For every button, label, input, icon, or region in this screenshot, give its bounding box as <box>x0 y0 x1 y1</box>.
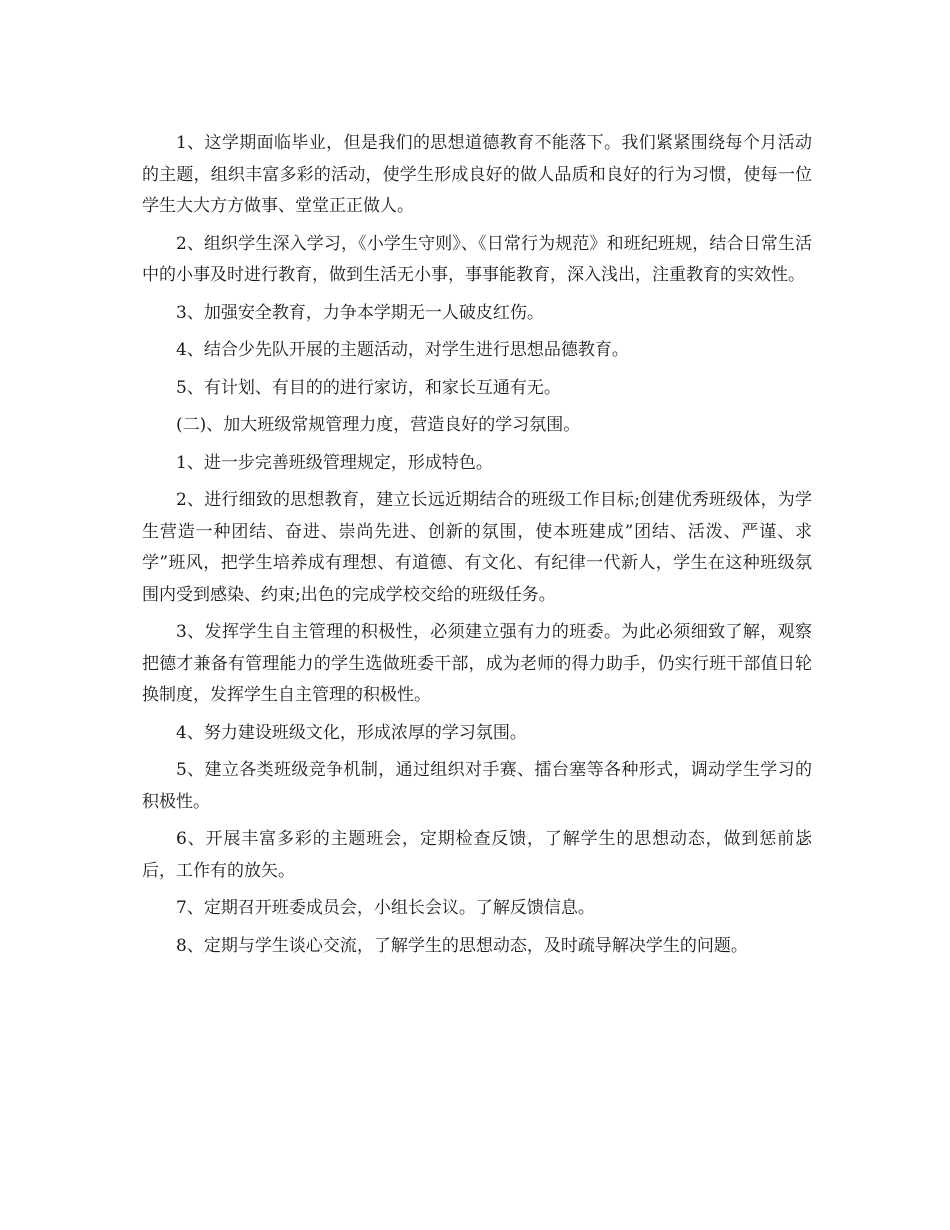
paragraph-1: 1、这学期面临毕业，但是我们的思想道德教育不能落下。我们紧紧围绕每个月活动的主题，组织丰富多彩的活动，使学生形成良好的做人品质和良好的行为习惯，使每一位学生大大方方做事、堂堂正正做人。 <box>142 133 812 216</box>
paragraph-11: 5、建立各类班级竞争机制，通过组织对手赛、擂台塞等各种形式，调动学生学习的积极性。 <box>142 760 812 812</box>
paragraph-12: 6、开展丰富多彩的主题班会，定期检查反馈，了解学生的思想动态，做到惩前毖后，工作有的放矢。 <box>142 829 812 881</box>
paragraph-13: 7、定期召开班委成员会，小组长会议。了解反馈信息。 <box>176 898 595 918</box>
paragraph-10: 4、努力建设班级文化，形成浓厚的学习氛围。 <box>176 722 527 743</box>
paragraph-7: 1、进一步完善班级管理规定，形成特色。 <box>176 452 493 473</box>
paragraph-4: 4、结合少先队开展的主题活动，对学生进行思想品德教育。 <box>176 340 629 360</box>
paragraph-9: 3、发挥学生自主管理的积极性，必须建立强有力的班委。为此必须细致了解，观察把德才兼备有管理能力的学生选做班委干部，成为老师的得力助手，仍实行班干部值日轮换制度，发挥学生自主管理的积极性。 <box>142 622 812 705</box>
paragraph-2: 2、组织学生深入学习，《小学生守则》、《日常行为规范》和班纪班规，结合日常生活中的小事及时进行教育，做到生活无小事，事事能教育，深入浅出，注重教育的实效性。 <box>142 233 812 285</box>
section-heading: (二)、加大班级常规管理力度，营造良好的学习氛围。 <box>176 415 581 435</box>
paragraph-5: 5、有计划、有目的的进行家访，和家长互通有无。 <box>176 377 561 398</box>
paragraph-3: 3、加强安全教育，力争本学期无一人破皮红伤。 <box>176 302 544 323</box>
document-body <box>142 128 812 968</box>
paragraph-14: 8、定期与学生谈心交流，了解学生的思想动态，及时疏导解决学生的问题。 <box>176 935 748 956</box>
paragraph-8: 2、进行细致的思想教育，建立长远近期结合的班级工作目标;创建优秀班级体，为学生营造一种团结、奋进、崇尚先进、创新的氛围，使本班建成”团结、活泼、严谨、求学”班风，把学生培养成有理想、有道德、有文化、有纪律一代新人，学生在这种班级氛围内受到感染、约束;出色的完成学校交给的班级任务。 <box>142 490 812 605</box>
